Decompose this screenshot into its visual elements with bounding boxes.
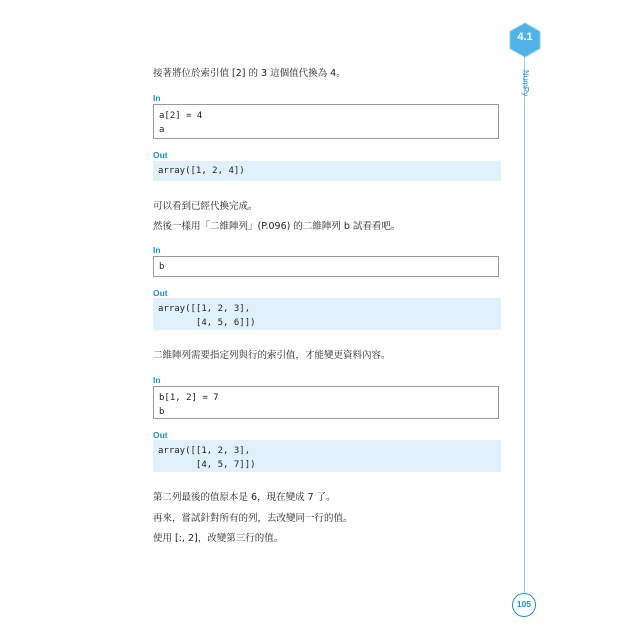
paragraph-7: 使用 [:, 2]，改變第三行的值。	[153, 533, 284, 544]
code-input-3	[153, 386, 499, 419]
paragraph-1: 接著將位於索引值 [2] 的 3 這個值代換為 4。	[153, 68, 346, 79]
code-output-2	[153, 298, 501, 330]
code-line: array([1, 2, 4])	[158, 166, 245, 176]
code-output-1	[153, 161, 501, 181]
code-line: b	[159, 262, 165, 272]
code-line: array([[1, 2, 3],	[158, 304, 251, 314]
code-line: b	[159, 407, 165, 417]
chapter-number: 4.1	[517, 31, 533, 43]
out-label-3: Out	[153, 430, 168, 440]
paragraph-6: 再來，嘗試針對所有的列，去改變同一行的值。	[153, 513, 353, 524]
in-label-3: In	[153, 375, 161, 385]
code-line: [4, 5, 6]])	[158, 318, 256, 328]
code-line: a[2] = 4	[159, 111, 203, 121]
in-label-2: In	[153, 245, 161, 255]
code-output-3	[153, 440, 501, 472]
page-number: 105	[516, 599, 532, 609]
paragraph-5: 第二列最後的值原本是 6，現在變成 7 了。	[153, 492, 336, 503]
in-label-1: In	[153, 93, 161, 103]
margin-rule	[524, 56, 525, 593]
code-line: array([[1, 2, 3],	[158, 446, 251, 456]
paragraph-3: 然後一樣用「二維陣列」(P.096) 的二維陣列 b 試看看吧。	[153, 221, 401, 232]
code-input-2	[153, 256, 499, 277]
chapter-title: NumPy	[521, 70, 530, 97]
paragraph-4: 二維陣列需要指定列與行的索引值，才能變更資料內容。	[153, 350, 391, 361]
code-line: a	[159, 125, 165, 135]
out-label-1: Out	[153, 150, 168, 160]
code-input-1	[153, 104, 499, 139]
out-label-2: Out	[153, 288, 168, 298]
paragraph-2: 可以看到已經代換完成。	[153, 201, 258, 212]
code-line: b[1, 2] = 7	[159, 393, 219, 403]
chapter-title-vertical	[517, 70, 533, 96]
code-line: [4, 5, 7]])	[158, 460, 256, 470]
